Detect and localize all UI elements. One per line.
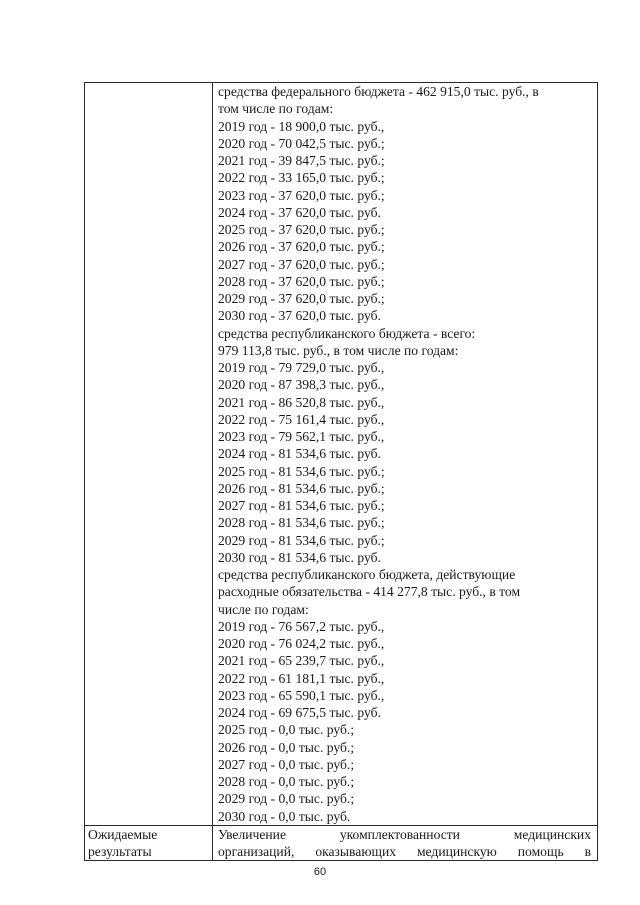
funding-text-line: 2023 год - 79 562,1 тыс. руб.,	[218, 429, 385, 444]
funding-text-line: 2026 год - 37 620,0 тыс. руб.;	[218, 239, 385, 255]
funding-text-line: числе по годам:	[218, 601, 309, 617]
results-label-line: результаты	[88, 843, 152, 859]
funding-text-line: 2025 год - 81 534,6 тыс. руб.;	[218, 463, 385, 479]
results-label-cell	[85, 825, 213, 861]
results-label-line: Ожидаемые	[88, 826, 158, 842]
funding-text-line: 2019 год - 18 900,0 тыс. руб.,	[218, 118, 385, 134]
funding-text-line: 2022 год - 33 165,0 тыс. руб.;	[218, 170, 385, 186]
funding-text-line: 2028 год - 81 534,6 тыс. руб.;	[218, 515, 385, 531]
results-text-line: организаций, оказывающих медицинскую помощь в	[218, 844, 591, 859]
results-row	[85, 825, 598, 861]
funding-text-line: 2027 год - 81 534,6 тыс. руб.;	[218, 498, 385, 513]
funding-text-line: 2028 год - 37 620,0 тыс. руб.;	[218, 273, 385, 289]
funding-text-line: 2028 год - 0,0 тыс. руб.;	[218, 774, 355, 789]
funding-label-cell	[85, 83, 213, 826]
funding-text-line: 2024 год - 69 675,5 тыс. руб.	[218, 705, 381, 720]
funding-text-line: 2030 год - 0,0 тыс. руб.	[218, 808, 351, 824]
funding-text-line: 2022 год - 61 181,1 тыс. руб.,	[218, 670, 385, 686]
funding-text-line: 2024 год - 81 534,6 тыс. руб.	[218, 446, 381, 462]
funding-text-line: 2019 год - 79 729,0 тыс. руб.,	[218, 360, 385, 375]
funding-text-line: 2020 год - 87 398,3 тыс. руб.,	[218, 377, 385, 393]
funding-text-line: средства республиканского бюджета, действующие	[218, 567, 516, 582]
funding-volumes-cell	[213, 83, 598, 826]
funding-text-line: 2026 год - 81 534,6 тыс. руб.;	[218, 480, 385, 496]
results-text-cell	[213, 825, 598, 861]
funding-text-line: 2030 год - 37 620,0 тыс. руб.	[218, 308, 381, 324]
funding-text-line: 2026 год - 0,0 тыс. руб.;	[218, 739, 355, 755]
funding-text-line: 2023 год - 65 590,1 тыс. руб.,	[218, 687, 385, 703]
funding-text-line: 2025 год - 37 620,0 тыс. руб.;	[218, 222, 385, 237]
results-text-line: Увеличение укомплектованности медицинских	[218, 826, 591, 842]
page-number: 60	[313, 866, 327, 878]
funding-text-line: 2027 год - 37 620,0 тыс. руб.;	[218, 256, 385, 272]
funding-row	[85, 83, 598, 826]
funding-text-line: расходные обязательства - 414 277,8 тыс. руб., в том	[218, 584, 521, 600]
funding-text-line: 2029 год - 81 534,6 тыс. руб.;	[218, 532, 385, 548]
funding-text-line: средства федерального бюджета - 462 915,0 тыс. руб., в	[218, 84, 539, 99]
funding-text-line: 2025 год - 0,0 тыс. руб.;	[218, 722, 355, 738]
funding-text-line: 2020 год - 70 042,5 тыс. руб.;	[218, 135, 385, 151]
funding-text-line: 2030 год - 81 534,6 тыс. руб.	[218, 549, 381, 565]
funding-text-line: 2021 год - 39 847,5 тыс. руб.;	[218, 153, 385, 168]
funding-text-line: том числе по годам:	[218, 101, 334, 117]
funding-text-line: 2019 год - 76 567,2 тыс. руб.,	[218, 618, 385, 634]
funding-text-line: 2020 год - 76 024,2 тыс. руб.,	[218, 636, 385, 651]
funding-text-line: 2027 год - 0,0 тыс. руб.;	[218, 756, 355, 772]
funding-text-line: 2029 год - 0,0 тыс. руб.;	[218, 791, 355, 807]
funding-text-line: средства республиканского бюджета - всего:	[218, 325, 476, 341]
funding-text-line: 2021 год - 65 239,7 тыс. руб.,	[218, 653, 385, 669]
funding-text-line: 2029 год - 37 620,0 тыс. руб.;	[218, 291, 385, 306]
funding-text-line: 2022 год - 75 161,4 тыс. руб.,	[218, 411, 385, 427]
passport-table	[84, 82, 598, 861]
funding-text-line: 979 113,8 тыс. руб., в том числе по годам:	[218, 342, 459, 358]
funding-text-line: 2024 год - 37 620,0 тыс. руб.	[218, 204, 381, 220]
funding-text-line: 2021 год - 86 520,8 тыс. руб.,	[218, 394, 385, 410]
funding-text-line: 2023 год - 37 620,0 тыс. руб.;	[218, 187, 385, 203]
